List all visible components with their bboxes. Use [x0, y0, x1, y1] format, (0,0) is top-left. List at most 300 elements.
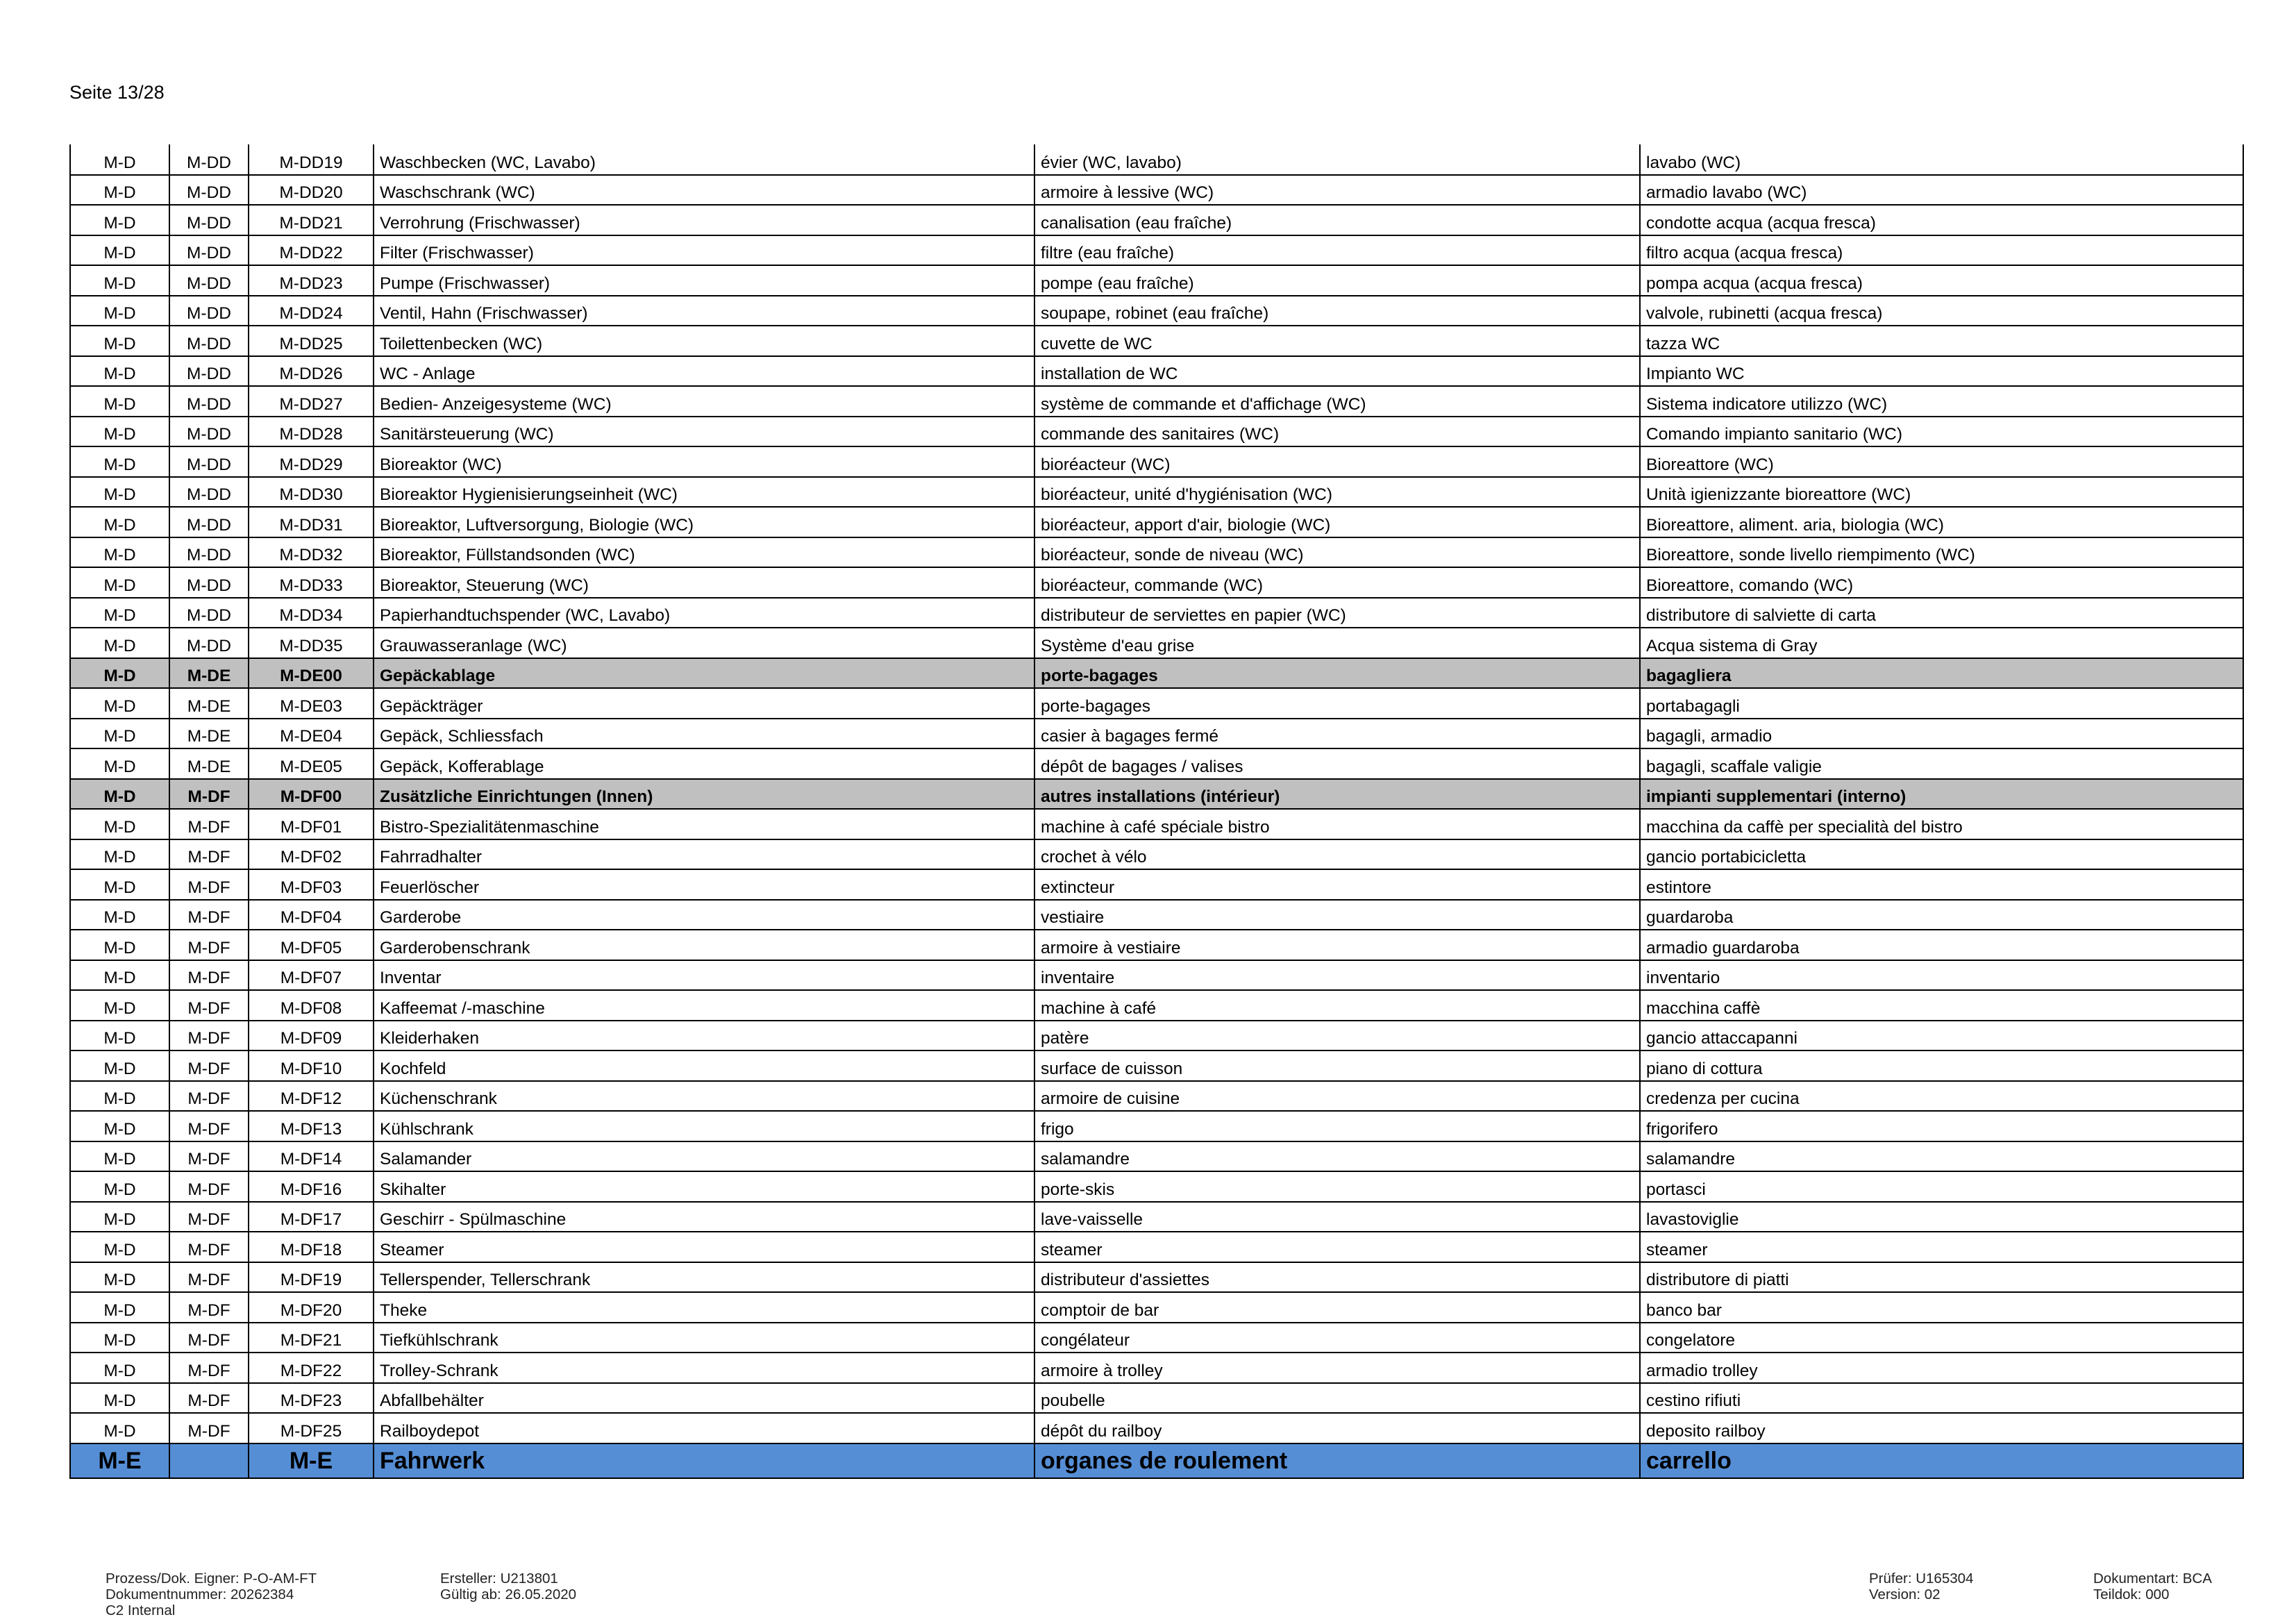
german-cell: Bioreaktor, Luftversorgung, Biologie (WC) — [374, 507, 1034, 537]
code-cell: M-DF16 — [249, 1171, 374, 1202]
table-row — [70, 1171, 2243, 1202]
level1-cell: M-D — [70, 175, 169, 206]
code-cell: M-DF09 — [249, 1021, 374, 1051]
italian-cell: bagagli, armadio — [1640, 719, 2243, 749]
level1-cell: M-D — [70, 900, 169, 930]
level2-cell: M-DF — [169, 1171, 249, 1202]
level2-cell: M-DD — [169, 235, 249, 266]
french-cell: comptoir de bar — [1034, 1292, 1640, 1323]
italian-cell: armadio lavabo (WC) — [1640, 175, 2243, 206]
code-cell: M-DD32 — [249, 537, 374, 568]
level2-cell: M-DF — [169, 1021, 249, 1051]
table-row — [70, 869, 2243, 900]
level1-cell: M-D — [70, 296, 169, 326]
german-cell: Kochfeld — [374, 1050, 1034, 1081]
french-cell: pompe (eau fraîche) — [1034, 265, 1640, 296]
code-cell: M-DF22 — [249, 1353, 374, 1383]
german-cell: Kaffeemat /-maschine — [374, 990, 1034, 1021]
page-number: Seite 13/28 — [69, 82, 165, 103]
footer-author-block — [440, 1571, 576, 1602]
french-cell: commande des sanitaires (WC) — [1034, 417, 1640, 447]
table-row — [70, 839, 2243, 870]
french-cell: cuvette de WC — [1034, 326, 1640, 356]
french-cell: bioréacteur, sonde de niveau (WC) — [1034, 537, 1640, 568]
level1-cell: M-D — [70, 356, 169, 387]
german-cell: Garderobenschrank — [374, 930, 1034, 960]
code-cell: M-DF21 — [249, 1323, 374, 1353]
code-cell: M-DF01 — [249, 809, 374, 839]
level1-cell: M-D — [70, 265, 169, 296]
german-cell: Bistro-Spezialitätenmaschine — [374, 809, 1034, 839]
code-cell: M-DD25 — [249, 326, 374, 356]
italian-cell: credenza per cucina — [1640, 1081, 2243, 1112]
german-cell: Abfallbehälter — [374, 1383, 1034, 1414]
german-cell: Küchenschrank — [374, 1081, 1034, 1112]
level2-cell: M-DD — [169, 477, 249, 508]
italian-cell: inventario — [1640, 960, 2243, 991]
german-cell: Filter (Frischwasser) — [374, 235, 1034, 266]
table-row — [70, 1232, 2243, 1262]
level1-cell: M-D — [70, 1141, 169, 1172]
level1-cell: M-D — [70, 1111, 169, 1141]
italian-cell: Impianto WC — [1640, 356, 2243, 387]
level1-cell: M-D — [70, 960, 169, 991]
french-cell: système de commande et d'affichage (WC) — [1034, 386, 1640, 417]
code-cell: M-DF17 — [249, 1202, 374, 1232]
code-cell: M-DD35 — [249, 628, 374, 658]
italian-cell: valvole, rubinetti (acqua fresca) — [1640, 296, 2243, 326]
level1-cell: M-D — [70, 598, 169, 628]
code-cell: M-DF23 — [249, 1383, 374, 1414]
code-cell: M-DF08 — [249, 990, 374, 1021]
german-cell: Bioreaktor (WC) — [374, 446, 1034, 477]
french-cell: armoire à lessive (WC) — [1034, 175, 1640, 206]
level1-cell: M-D — [70, 386, 169, 417]
french-cell: bioréacteur, commande (WC) — [1034, 567, 1640, 598]
code-cell: M-DD30 — [249, 477, 374, 508]
code-cell: M-DD20 — [249, 175, 374, 206]
table-row — [70, 567, 2243, 598]
code-cell: M-E — [249, 1443, 374, 1478]
footer-part-doc: Teildok: 000 — [2093, 1587, 2170, 1602]
italian-cell: estintore — [1640, 869, 2243, 900]
table-row — [70, 326, 2243, 356]
level1-cell: M-D — [70, 839, 169, 870]
level1-cell: M-D — [70, 779, 169, 810]
french-cell: dépôt du railboy — [1034, 1413, 1640, 1443]
level2-cell: M-DF — [169, 1050, 249, 1081]
table-row — [70, 356, 2243, 387]
french-cell: autres installations (intérieur) — [1034, 779, 1640, 810]
code-cell: M-DD19 — [249, 144, 374, 175]
code-cell: M-DD29 — [249, 446, 374, 477]
german-cell: Kleiderhaken — [374, 1021, 1034, 1051]
german-cell: Gepäck, Schliessfach — [374, 719, 1034, 749]
italian-cell: macchina caffè — [1640, 990, 2243, 1021]
italian-cell: impianti supplementari (interno) — [1640, 779, 2243, 810]
code-cell: M-DE00 — [249, 658, 374, 689]
italian-cell: guardaroba — [1640, 900, 2243, 930]
french-cell: vestiaire — [1034, 900, 1640, 930]
table-row — [70, 1383, 2243, 1414]
french-cell: distributeur d'assiettes — [1034, 1262, 1640, 1293]
french-cell: crochet à vélo — [1034, 839, 1640, 870]
level1-cell: M-D — [70, 477, 169, 508]
level1-cell: M-D — [70, 1050, 169, 1081]
table-row — [70, 537, 2243, 568]
table-row — [70, 1262, 2243, 1293]
footer-valid-from: Gültig ab: 26.05.2020 — [440, 1587, 577, 1602]
table-row — [70, 446, 2243, 477]
code-cell: M-DF10 — [249, 1050, 374, 1081]
level2-cell: M-DD — [169, 205, 249, 235]
german-cell: Waschschrank (WC) — [374, 175, 1034, 206]
footer-left — [106, 1571, 317, 1618]
footer-doc-number: Dokumentnummer: 20262384 — [106, 1587, 294, 1602]
code-cell: M-DD24 — [249, 296, 374, 326]
level2-cell: M-DF — [169, 1081, 249, 1112]
level1-cell: M-D — [70, 869, 169, 900]
french-cell: machine à café spéciale bistro — [1034, 809, 1640, 839]
table-row — [70, 960, 2243, 991]
french-cell: canalisation (eau fraîche) — [1034, 205, 1640, 235]
code-cell: M-DF03 — [249, 869, 374, 900]
german-cell: Feuerlöscher — [374, 869, 1034, 900]
german-cell: Salamander — [374, 1141, 1034, 1172]
table-row — [70, 1141, 2243, 1172]
footer-reviewer: Prüfer: U165304 — [1869, 1571, 1974, 1587]
footer-version: Version: 02 — [1869, 1587, 1941, 1602]
level1-cell: M-D — [70, 446, 169, 477]
french-cell: bioréacteur, apport d'air, biologie (WC) — [1034, 507, 1640, 537]
code-cell: M-DF02 — [249, 839, 374, 870]
italian-cell: congelatore — [1640, 1323, 2243, 1353]
italian-cell: cestino rifiuti — [1640, 1383, 2243, 1414]
german-cell: Grauwasseranlage (WC) — [374, 628, 1034, 658]
code-cell: M-DD21 — [249, 205, 374, 235]
code-cell: M-DD23 — [249, 265, 374, 296]
french-cell: porte-skis — [1034, 1171, 1640, 1202]
table-row — [70, 175, 2243, 206]
table-row — [70, 688, 2243, 719]
table-body — [70, 144, 2243, 1478]
level1-cell: M-D — [70, 1171, 169, 1202]
table-row — [70, 628, 2243, 658]
level2-cell: M-DD — [169, 537, 249, 568]
french-cell: armoire de cuisine — [1034, 1081, 1640, 1112]
german-cell: Bioreaktor Hygienisierungseinheit (WC) — [374, 477, 1034, 508]
code-cell: M-DF00 — [249, 779, 374, 810]
level2-cell: M-DF — [169, 1323, 249, 1353]
table-row — [70, 296, 2243, 326]
code-cell: M-DE04 — [249, 719, 374, 749]
german-cell: Tiefkühlschrank — [374, 1323, 1034, 1353]
table-row — [70, 477, 2243, 508]
italian-cell: macchina da caffè per specialità del bistro — [1640, 809, 2243, 839]
level2-cell: M-DD — [169, 296, 249, 326]
code-cell: M-DF14 — [249, 1141, 374, 1172]
level2-cell: M-DD — [169, 507, 249, 537]
italian-cell: portabagagli — [1640, 688, 2243, 719]
footer-doctype-block — [2093, 1571, 2212, 1602]
german-cell: Toilettenbecken (WC) — [374, 326, 1034, 356]
level2-cell: M-DD — [169, 628, 249, 658]
italian-cell: Bioreattore (WC) — [1640, 446, 2243, 477]
footer-reviewer-block — [1869, 1571, 1973, 1602]
code-cell: M-DD28 — [249, 417, 374, 447]
french-cell: lave-vaisselle — [1034, 1202, 1640, 1232]
level2-cell: M-DF — [169, 1202, 249, 1232]
level2-cell: M-DF — [169, 1353, 249, 1383]
level2-cell: M-DE — [169, 688, 249, 719]
level1-cell: M-D — [70, 1383, 169, 1414]
french-cell: installation de WC — [1034, 356, 1640, 387]
italian-cell: Bioreattore, aliment. aria, biologia (WC) — [1640, 507, 2243, 537]
french-cell: frigo — [1034, 1111, 1640, 1141]
code-cell: M-DD26 — [249, 356, 374, 387]
level1-cell: M-D — [70, 567, 169, 598]
german-cell: Theke — [374, 1292, 1034, 1323]
german-cell: Inventar — [374, 960, 1034, 991]
level2-cell: M-DF — [169, 809, 249, 839]
footer-author: Ersteller: U213801 — [440, 1571, 558, 1587]
table-row — [70, 1323, 2243, 1353]
italian-cell: portasci — [1640, 1171, 2243, 1202]
level1-cell: M-D — [70, 1292, 169, 1323]
group-row — [70, 658, 2243, 689]
italian-cell: gancio attaccapanni — [1640, 1021, 2243, 1051]
table-row — [70, 1081, 2243, 1112]
italian-cell: Sistema indicatore utilizzo (WC) — [1640, 386, 2243, 417]
french-cell: extincteur — [1034, 869, 1640, 900]
german-cell: Skihalter — [374, 1171, 1034, 1202]
table-row — [70, 990, 2243, 1021]
italian-cell: Bioreattore, comando (WC) — [1640, 567, 2243, 598]
table-row — [70, 265, 2243, 296]
level1-cell: M-D — [70, 144, 169, 175]
table-row — [70, 1021, 2243, 1051]
level1-cell: M-D — [70, 658, 169, 689]
french-cell: bioréacteur (WC) — [1034, 446, 1640, 477]
italian-cell: carrello — [1640, 1443, 2243, 1478]
level2-cell: M-DF — [169, 779, 249, 810]
italian-cell: bagagliera — [1640, 658, 2243, 689]
german-cell: Railboydepot — [374, 1413, 1034, 1443]
level1-cell: M-D — [70, 205, 169, 235]
footer-classification: C2 Internal — [106, 1602, 176, 1618]
italian-cell: distributore di piatti — [1640, 1262, 2243, 1293]
code-cell: M-DF19 — [249, 1262, 374, 1293]
french-cell: surface de cuisson — [1034, 1050, 1640, 1081]
table-row — [70, 1111, 2243, 1141]
table-row — [70, 205, 2243, 235]
table-row — [70, 1202, 2243, 1232]
level1-cell: M-D — [70, 1353, 169, 1383]
table-row — [70, 507, 2243, 537]
table-row — [70, 900, 2243, 930]
german-cell: Verrohrung (Frischwasser) — [374, 205, 1034, 235]
italian-cell: lavabo (WC) — [1640, 144, 2243, 175]
german-cell: Sanitärsteuerung (WC) — [374, 417, 1034, 447]
italian-cell: Comando impianto sanitario (WC) — [1640, 417, 2243, 447]
level2-cell: M-DD — [169, 175, 249, 206]
level2-cell: M-DF — [169, 1232, 249, 1262]
italian-cell: frigorifero — [1640, 1111, 2243, 1141]
italian-cell: armadio trolley — [1640, 1353, 2243, 1383]
french-cell: machine à café — [1034, 990, 1640, 1021]
french-cell: Système d'eau grise — [1034, 628, 1640, 658]
french-cell: organes de roulement — [1034, 1443, 1640, 1478]
level2-cell: M-DE — [169, 719, 249, 749]
level2-cell: M-DE — [169, 748, 249, 779]
italian-cell: piano di cottura — [1640, 1050, 2243, 1081]
level2-cell: M-DF — [169, 960, 249, 991]
level2-cell: M-DD — [169, 326, 249, 356]
code-cell: M-DD34 — [249, 598, 374, 628]
table-row — [70, 809, 2243, 839]
german-cell: Pumpe (Frischwasser) — [374, 265, 1034, 296]
italian-cell: steamer — [1640, 1232, 2243, 1262]
level2-cell: M-DD — [169, 265, 249, 296]
code-cell: M-DF20 — [249, 1292, 374, 1323]
level2-cell: M-DF — [169, 930, 249, 960]
italian-cell: filtro acqua (acqua fresca) — [1640, 235, 2243, 266]
french-cell: congélateur — [1034, 1323, 1640, 1353]
french-cell: distributeur de serviettes en papier (WC) — [1034, 598, 1640, 628]
german-cell: Trolley-Schrank — [374, 1353, 1034, 1383]
italian-cell: bagagli, scaffale valigie — [1640, 748, 2243, 779]
level2-cell: M-DF — [169, 1141, 249, 1172]
level2-cell: M-DD — [169, 356, 249, 387]
code-cell: M-DE03 — [249, 688, 374, 719]
italian-cell: distributore di salviette di carta — [1640, 598, 2243, 628]
code-cell: M-DF13 — [249, 1111, 374, 1141]
level2-cell: M-DD — [169, 567, 249, 598]
german-cell: Bioreaktor, Steuerung (WC) — [374, 567, 1034, 598]
level2-cell: M-DF — [169, 839, 249, 870]
italian-cell: Bioreattore, sonde livello riempimento (WC) — [1640, 537, 2243, 568]
level1-cell: M-D — [70, 1262, 169, 1293]
level2-cell: M-DF — [169, 1262, 249, 1293]
german-cell: Geschirr - Spülmaschine — [374, 1202, 1034, 1232]
code-cell: M-DF05 — [249, 930, 374, 960]
code-cell: M-DF18 — [249, 1232, 374, 1262]
italian-cell: Acqua sistema di Gray — [1640, 628, 2243, 658]
french-cell: patère — [1034, 1021, 1640, 1051]
french-cell: inventaire — [1034, 960, 1640, 991]
level1-cell: M-D — [70, 748, 169, 779]
code-cell: M-DE05 — [249, 748, 374, 779]
italian-cell: lavastoviglie — [1640, 1202, 2243, 1232]
level2-cell: M-DD — [169, 417, 249, 447]
level2-cell: M-DE — [169, 658, 249, 689]
level1-cell: M-D — [70, 1081, 169, 1112]
german-cell: Bioreaktor, Füllstandsonden (WC) — [374, 537, 1034, 568]
german-cell: Bedien- Anzeigesysteme (WC) — [374, 386, 1034, 417]
table-row — [70, 417, 2243, 447]
level1-cell: M-D — [70, 688, 169, 719]
level2-cell: M-DF — [169, 900, 249, 930]
german-cell: Tellerspender, Tellerschrank — [374, 1262, 1034, 1293]
french-cell: steamer — [1034, 1232, 1640, 1262]
code-cell: M-DF04 — [249, 900, 374, 930]
german-cell: Fahrwerk — [374, 1443, 1034, 1478]
level2-cell: M-DD — [169, 598, 249, 628]
french-cell: poubelle — [1034, 1383, 1640, 1414]
german-cell: Steamer — [374, 1232, 1034, 1262]
german-cell: Waschbecken (WC, Lavabo) — [374, 144, 1034, 175]
italian-cell: condotte acqua (acqua fresca) — [1640, 205, 2243, 235]
table-row — [70, 748, 2243, 779]
german-cell: WC - Anlage — [374, 356, 1034, 387]
level2-cell: M-DF — [169, 1383, 249, 1414]
group-row — [70, 779, 2243, 810]
level1-cell: M-D — [70, 1021, 169, 1051]
italian-cell: banco bar — [1640, 1292, 2243, 1323]
level2-cell: M-DF — [169, 990, 249, 1021]
german-cell: Gepäckträger — [374, 688, 1034, 719]
level2-cell: M-DF — [169, 1111, 249, 1141]
code-cell: M-DF25 — [249, 1413, 374, 1443]
french-cell: armoire à vestiaire — [1034, 930, 1640, 960]
french-cell: soupape, robinet (eau fraîche) — [1034, 296, 1640, 326]
level1-cell: M-D — [70, 417, 169, 447]
level2-cell: M-DD — [169, 144, 249, 175]
table-row — [70, 1050, 2243, 1081]
table-row — [70, 719, 2243, 749]
level1-cell: M-D — [70, 1323, 169, 1353]
german-cell: Zusätzliche Einrichtungen (Innen) — [374, 779, 1034, 810]
level1-cell: M-D — [70, 809, 169, 839]
german-cell: Fahrradhalter — [374, 839, 1034, 870]
level1-cell: M-D — [70, 235, 169, 266]
table-row — [70, 386, 2243, 417]
table-row — [70, 144, 2243, 175]
level1-cell: M-D — [70, 1413, 169, 1443]
code-cell: M-DD31 — [249, 507, 374, 537]
level1-cell: M-E — [70, 1443, 169, 1478]
french-cell: armoire à trolley — [1034, 1353, 1640, 1383]
italian-cell: Unità igienizzante bioreattore (WC) — [1640, 477, 2243, 508]
german-cell: Gepäckablage — [374, 658, 1034, 689]
table-row — [70, 930, 2243, 960]
table-row — [70, 235, 2243, 266]
code-cell: M-DD22 — [249, 235, 374, 266]
table-row — [70, 1413, 2243, 1443]
level1-cell: M-D — [70, 990, 169, 1021]
level1-cell: M-D — [70, 326, 169, 356]
french-cell: casier à bagages fermé — [1034, 719, 1640, 749]
level2-cell: M-DF — [169, 1413, 249, 1443]
table-row — [70, 1353, 2243, 1383]
footer-owner: Prozess/Dok. Eigner: P-O-AM-FT — [106, 1571, 317, 1587]
german-cell: Papierhandtuchspender (WC, Lavabo) — [374, 598, 1034, 628]
level1-cell: M-D — [70, 930, 169, 960]
code-cell: M-DF12 — [249, 1081, 374, 1112]
german-cell: Gepäck, Kofferablage — [374, 748, 1034, 779]
french-cell: salamandre — [1034, 1141, 1640, 1172]
table-row — [70, 598, 2243, 628]
italian-cell: tazza WC — [1640, 326, 2243, 356]
italian-cell: deposito railboy — [1640, 1413, 2243, 1443]
italian-cell: armadio guardaroba — [1640, 930, 2243, 960]
level2-cell: M-DD — [169, 386, 249, 417]
italian-cell: salamandre — [1640, 1141, 2243, 1172]
level1-cell: M-D — [70, 507, 169, 537]
level1-cell: M-D — [70, 719, 169, 749]
german-cell: Kühlschrank — [374, 1111, 1034, 1141]
level1-cell: M-D — [70, 1232, 169, 1262]
